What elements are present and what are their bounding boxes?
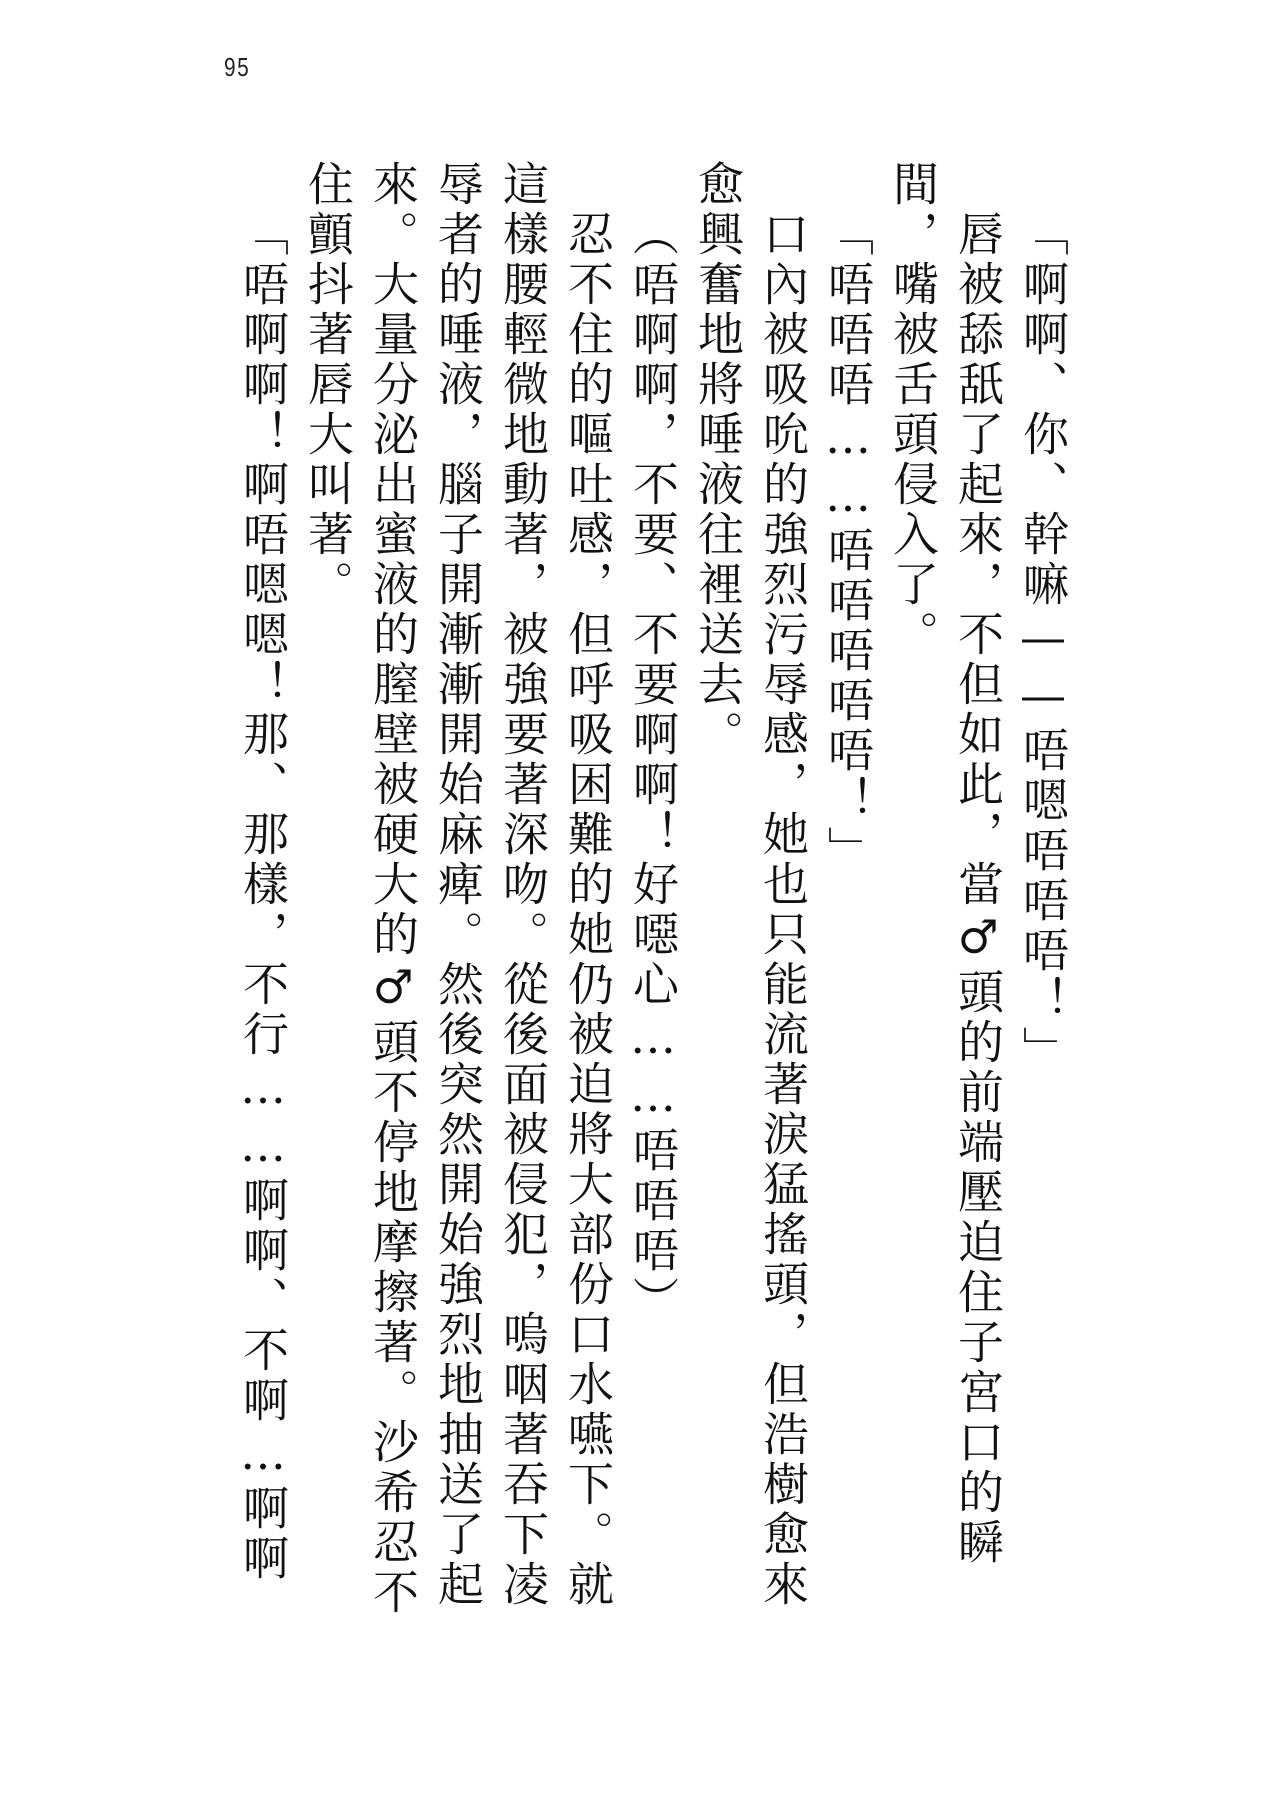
text-column-7: （唔啊啊，不要、不要啊啊！好噁心……唔唔唔） [626, 210, 680, 1326]
text-column-5: 口內被吸吮的強烈污辱感，她也只能流著淚猛搖頭，但浩樹愈來 [756, 210, 810, 1610]
text-column-8: 忍不住的嘔吐感，但呼吸困難的她仍被迫將大部份口水嚥下。就 [561, 210, 615, 1610]
text-column-12: 住顫抖著唇大叫著。 [301, 160, 355, 610]
text-column-3: 間，嘴被舌頭侵入了。 [886, 160, 940, 660]
text-column-4: 「唔唔唔……唔唔唔唔唔！」 [821, 210, 875, 876]
vertical-text-body [230, 160, 1075, 1660]
text-column-10: 辱者的唾液，腦子開漸漸開始麻痺。然後突然開始強烈地抽送了起 [431, 160, 485, 1610]
text-column-11: 來。大量分泌出蜜液的膣壁被硬大的♂頭不停地摩擦著。沙希忍不 [366, 160, 420, 1618]
text-column-9: 這樣腰輕微地動著，被強要著深吻。從後面被侵犯，嗚咽著吞下凌 [496, 160, 550, 1610]
text-column-13: 「唔啊啊！啊唔嗯嗯！那、那樣，不行……啊啊、不啊…啊啊 [236, 210, 290, 1584]
text-column-2: 唇被舔舐了起來，不但如此，當♂頭的前端壓迫住子宮口的瞬 [951, 210, 1005, 1568]
text-column-1: 「啊啊、你、幹嘛——唔嗯唔唔唔！」 [1016, 210, 1070, 1076]
text-column-6: 愈興奮地將唾液往裡送去。 [691, 160, 745, 760]
page-number: 95 [224, 52, 251, 82]
